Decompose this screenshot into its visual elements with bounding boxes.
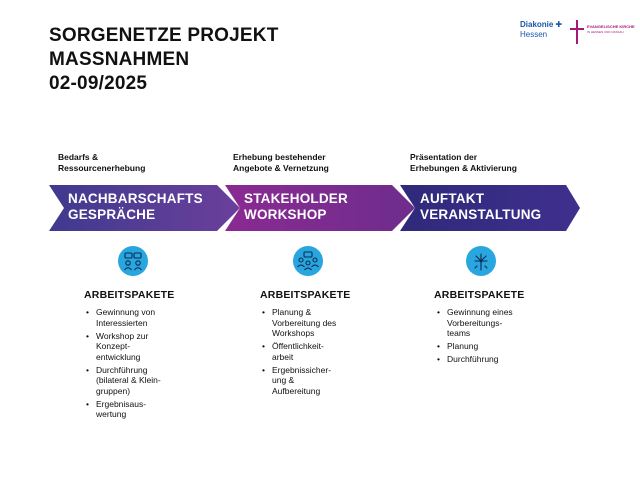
arrow-label-line: AUFTAKT [420, 191, 485, 206]
work-packages-list-3 [436, 307, 513, 367]
diakonie-name: Diakonie [520, 20, 554, 29]
arrow-label-1 [68, 191, 203, 223]
caption-line: Erhebung bestehender [233, 152, 326, 162]
arrow-label-3 [420, 191, 541, 223]
caption-line: Präsentation der [410, 152, 478, 162]
caption-line: Erhebungen & Aktivierung [410, 163, 517, 173]
arrow-label-line: NACHBARSCHAFTS [68, 191, 203, 206]
work-packages-list-1 [85, 307, 161, 422]
list-item: • Gewinnung eines Vorbereitungs- teams [436, 307, 513, 339]
people-talking-icon [118, 246, 148, 276]
fireworks-icon [466, 246, 496, 276]
arrow-label-2 [244, 191, 348, 223]
group-discussion-icon [293, 246, 323, 276]
work-packages-heading-2: ARBEITSPAKETE [260, 289, 351, 301]
work-packages-heading-1: ARBEITSPAKETE [84, 289, 175, 301]
diakonie-region: Hessen [520, 30, 548, 39]
title-line: SORGENETZE PROJEKT [49, 25, 279, 46]
list-item: • Öffentlichkeit- arbeit [261, 341, 336, 362]
list-item: • Ergebnissicher- ung & Aufbereitung [261, 365, 336, 397]
list-item: • Planung [436, 341, 513, 352]
diakonie-cross-icon: ✚ [555, 20, 563, 29]
work-packages-list-2 [261, 307, 336, 399]
list-item: • Durchführung (bilateral & Klein- gruppen) [85, 365, 161, 397]
arrow-label-line: STAKEHOLDER [244, 191, 348, 206]
church-subtitle: IN HESSEN UND NASSAU [587, 30, 624, 34]
title-line: MASSNAHMEN [49, 49, 190, 70]
caption-line: Bedarfs & [58, 152, 99, 162]
caption-line: Angebote & Vernetzung [233, 163, 329, 173]
caption-line: Ressourcenerhebung [58, 163, 146, 173]
list-item: • Gewinnung von Interessierten [85, 307, 161, 328]
arrow-label-line: GESPRÄCHE [68, 207, 156, 222]
title-line: 02-09/2025 [49, 73, 148, 94]
arrow-label-line: WORKSHOP [244, 207, 327, 222]
work-packages-heading-3: ARBEITSPAKETE [434, 289, 525, 301]
list-item: • Durchführung [436, 354, 513, 365]
list-item: • Planung & Vorbereitung des Workshops [261, 307, 336, 339]
church-name: EVANGELISCHE KIRCHE [587, 24, 635, 29]
list-item: • Ergebnisaus- wertung [85, 399, 161, 420]
arrow-label-line: VERANSTALTUNG [420, 207, 542, 222]
list-item: • Workshop zur Konzept- entwicklung [85, 331, 161, 363]
